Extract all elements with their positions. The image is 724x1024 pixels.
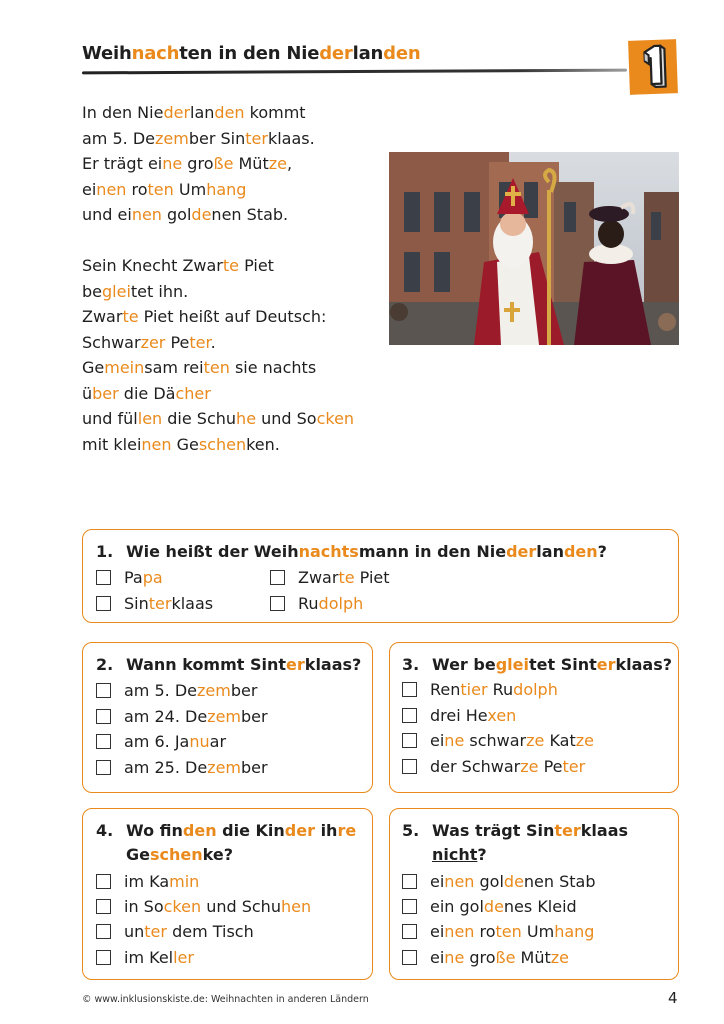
syllable-highlight: de (483, 897, 504, 916)
syllable: Ge (82, 358, 105, 377)
syllable: ber (241, 707, 268, 726)
syllable-highlight: nen (96, 179, 127, 199)
syllable: ten in den Nie (179, 43, 320, 64)
syllable: In den Nie (82, 103, 164, 122)
story-line (82, 126, 382, 152)
syllable-highlight: ze (526, 731, 545, 750)
syllable: Piet heißt auf Deutsch: (138, 307, 327, 326)
syllable: am 5. De (124, 681, 197, 700)
sinterklaas-photo (389, 152, 679, 345)
syllable-highlight: cken (163, 897, 202, 916)
syllable: klaas. (267, 128, 315, 148)
question-4-box (82, 808, 373, 980)
syllable-highlight: ter (189, 332, 211, 352)
syllable: klaas? (615, 655, 673, 674)
syllable: ber (241, 758, 268, 777)
syllable-highlight: ne (162, 154, 183, 173)
syllable-highlight: der (163, 103, 191, 122)
syllable-highlight: ter (148, 594, 172, 613)
syllable: drei He (430, 706, 488, 725)
syllable: ro (474, 922, 496, 941)
syllable: klaas (580, 821, 629, 840)
syllable-highlight: ne (444, 948, 465, 967)
syllable-highlight: te (222, 256, 239, 275)
syllable: im Ka (124, 872, 170, 891)
syllable: nen Stab. (211, 205, 289, 224)
syllable: ber Sin (188, 128, 246, 148)
story-text (82, 100, 382, 457)
syllable-highlight: te (338, 568, 355, 587)
syllable: in So (124, 897, 164, 916)
q2-option-2[interactable] (96, 707, 268, 727)
question-5-text: 5. Was trägt Sinterklaas nicht? (402, 821, 629, 864)
story-line (82, 304, 382, 330)
checkbox[interactable] (96, 596, 111, 611)
question-1-text: 1. Wie heißt der Weihnachtsmann in den Niederlanden? (96, 542, 607, 561)
syllable-highlight: zem (207, 707, 241, 726)
question-2-text: 2. Wann kommt Sinterklaas? (96, 655, 362, 674)
syllable-highlight: ter (245, 128, 268, 148)
syllable-highlight: nach (131, 43, 180, 64)
syllable: Piet (354, 568, 390, 587)
syllable-highlight: er (286, 655, 305, 674)
story-line (82, 330, 382, 356)
checkbox[interactable] (402, 682, 417, 697)
q3-option-3[interactable] (402, 731, 594, 751)
syllable-highlight: nachts (298, 542, 359, 561)
syllable-highlight: ter (554, 821, 581, 840)
stanza-2 (82, 253, 382, 457)
syllable-highlight: xen (487, 706, 517, 725)
syllable-highlight: ze (520, 757, 539, 776)
syllable: Pa (124, 568, 143, 587)
syllable-highlight: zem (197, 681, 231, 700)
syllable: Schwar (82, 332, 141, 352)
syllable-highlight: ter (562, 757, 586, 776)
q3-option-1[interactable] (402, 680, 558, 700)
story-line (82, 355, 382, 381)
syllable: am 24. De (124, 707, 208, 726)
checkbox[interactable] (96, 899, 111, 914)
syllable: tet ihn. (130, 281, 189, 301)
syllable-highlight: min (169, 872, 200, 891)
badge-number: 1 (628, 40, 629, 42)
checkbox[interactable] (402, 950, 417, 965)
syllable: mit klei (82, 434, 142, 454)
syllable: un (124, 922, 145, 941)
syllable-highlight: ten (203, 358, 230, 377)
syllable-highlight: zem (155, 128, 189, 148)
syllable-highlight: mein (104, 358, 145, 377)
syllable-highlight: zer (140, 332, 166, 352)
syllable: Wie heißt der Weih (126, 542, 299, 561)
q1-option-zwarte-piet[interactable] (270, 568, 390, 588)
q5-option-3[interactable] (402, 922, 594, 942)
q2-option-4[interactable] (96, 758, 268, 778)
syllable: ro (126, 179, 148, 199)
checkbox[interactable] (402, 899, 417, 914)
syllable-highlight: ten (147, 179, 174, 199)
syllable-highlight: hang (554, 922, 595, 941)
q4-option-1[interactable] (96, 872, 199, 892)
syllable: Weih (82, 43, 132, 64)
syllable: ei (430, 948, 445, 967)
q5-option-4[interactable] (402, 948, 569, 968)
syllable: und So (256, 409, 317, 428)
syllable-highlight: glei (102, 281, 131, 301)
syllable: lan (352, 43, 384, 64)
syllable-highlight: de (191, 205, 212, 224)
title-underline (82, 69, 627, 75)
syllable: sie nachts (229, 358, 317, 377)
syllable: die Schu (162, 409, 237, 428)
syllable: ei (430, 872, 445, 891)
syllable: gro (182, 154, 214, 173)
syllable: am 5. De (82, 128, 155, 148)
story-line (82, 151, 382, 177)
syllable: nen Stab (523, 872, 596, 891)
syllable: be (82, 281, 102, 301)
syllable-highlight: re (337, 821, 357, 840)
syllable: ein gol (430, 897, 484, 916)
syllable: Müt (515, 948, 551, 967)
syllable-highlight: nen (444, 922, 475, 941)
syllable: gro (464, 948, 496, 967)
syllable-highlight: len (137, 409, 163, 428)
syllable: dem Tisch (166, 922, 254, 941)
syllable: Er trägt ei (82, 154, 163, 173)
syllable-highlight: ze (268, 154, 287, 173)
q5-option-1[interactable] (402, 872, 596, 892)
syllable: Zwar (298, 568, 339, 587)
syllable-highlight: cken (316, 409, 355, 428)
q1-option-rudolph[interactable] (270, 594, 363, 614)
syllable-highlight: te (122, 307, 139, 326)
syllable: mann in den Nie (358, 542, 507, 561)
story-line (82, 279, 382, 305)
syllable-highlight: dolph (513, 680, 558, 699)
question-5-box (389, 808, 679, 980)
question-3-text: 3. Wer begleitet Sinterklaas? (402, 655, 673, 674)
page-title (82, 43, 420, 64)
syllable-highlight: schen (198, 434, 247, 454)
syllable: Sin (124, 594, 149, 613)
syllable: Pe (538, 757, 563, 776)
syllable-highlight: hang (206, 179, 247, 199)
syllable: Zwar (82, 307, 123, 326)
syllable-highlight: glei (495, 655, 529, 674)
syllable: ih (315, 821, 338, 840)
syllable: Wo fin (126, 821, 183, 840)
checkbox[interactable] (96, 950, 111, 965)
syllable-highlight: ße (495, 948, 516, 967)
syllable: und fül (82, 409, 138, 428)
q3-option-4[interactable] (402, 757, 585, 777)
syllable: ü (82, 383, 93, 403)
syllable: schwar (464, 731, 527, 750)
syllable-highlight: de (503, 872, 524, 891)
checkbox[interactable] (402, 874, 417, 889)
syllable: tet Sint (528, 655, 597, 674)
syllable-highlight: er (596, 655, 616, 674)
checkbox[interactable] (402, 759, 417, 774)
syllable-highlight: ter (144, 922, 167, 941)
syllable: . (210, 332, 216, 352)
syllable-highlight: ne (444, 731, 465, 750)
syllable: Ren (430, 680, 461, 699)
syllable: nes Kleid (503, 897, 577, 916)
q5-option-2[interactable] (402, 897, 577, 917)
checkbox[interactable] (96, 734, 111, 749)
q4-option-4[interactable] (96, 948, 194, 968)
q1-option-sinterklaas[interactable] (96, 594, 213, 614)
syllable-highlight: nen (131, 205, 162, 224)
story-line (82, 100, 382, 126)
page-number: 4 (668, 989, 678, 1007)
syllable: lan (190, 103, 215, 122)
checkbox[interactable] (402, 733, 417, 748)
syllable-highlight: zem (207, 758, 241, 777)
syllable: ei (82, 179, 97, 199)
syllable: ei (430, 731, 445, 750)
stanza-1 (82, 100, 382, 228)
q1-option-papa[interactable] (96, 568, 163, 588)
syllable: am 6. Ja (124, 732, 190, 751)
syllable: sam rei (144, 358, 204, 377)
syllable: Pe (165, 332, 190, 352)
q4-option-3[interactable] (96, 922, 254, 942)
syllable-highlight: nu (189, 732, 210, 751)
syllable-highlight: tier (460, 680, 488, 699)
syllable: Sein Knecht Zwar (82, 256, 223, 275)
syllable-highlight: nen (141, 434, 172, 454)
syllable: Piet (239, 256, 274, 275)
syllable-highlight: he (236, 409, 257, 428)
syllable: Müt (233, 154, 269, 173)
syllable: , (286, 154, 293, 173)
syllable-highlight: ze (550, 948, 570, 967)
checkbox[interactable] (96, 874, 111, 889)
emphasis-nicht: nicht (432, 845, 478, 864)
syllable: Ru (298, 594, 319, 613)
syllable: gol (474, 872, 504, 891)
story-line (82, 406, 382, 432)
syllable-highlight: dolph (318, 594, 364, 613)
syllable: der Schwar (430, 757, 521, 776)
story-line (82, 253, 382, 279)
checkbox[interactable] (96, 709, 111, 724)
syllable: Was trägt Sin (432, 821, 555, 840)
checkbox[interactable] (270, 570, 285, 585)
syllable-highlight: den (214, 103, 245, 122)
checkbox[interactable] (96, 570, 111, 585)
syllable: Ru (487, 680, 514, 699)
syllable: ? (597, 542, 607, 561)
checkbox[interactable] (96, 924, 111, 939)
syllable: Kat (544, 731, 576, 750)
syllable-highlight: den (182, 821, 217, 840)
syllable-highlight: der (284, 821, 315, 840)
question-1-box (82, 529, 679, 623)
syllable-highlight: pa (142, 568, 163, 587)
syllable: die Dä (118, 383, 176, 403)
chapter-badge (628, 39, 678, 95)
syllable: klaas (171, 594, 214, 613)
syllable: im Kel (124, 948, 174, 967)
syllable: ken. (246, 434, 280, 454)
syllable-highlight: ße (213, 154, 234, 173)
syllable: klaas? (304, 655, 362, 674)
syllable: lan (536, 542, 564, 561)
syllable: und Schu (201, 897, 281, 916)
syllable: die Kin (216, 821, 285, 840)
q2-option-1[interactable] (96, 681, 257, 701)
syllable: Wer be (432, 655, 496, 674)
syllable-highlight: ten (495, 922, 522, 941)
q3-option-2[interactable] (402, 706, 516, 726)
syllable: Ge (171, 434, 199, 454)
footer-credit: © www.inklusionskiste.de: Weihnachten in anderen Ländern (82, 994, 369, 1005)
syllable-highlight: der (319, 43, 353, 64)
checkbox[interactable] (96, 683, 111, 698)
checkbox[interactable] (402, 924, 417, 939)
question-4-text: 4. Wo finden die Kinder ihre Geschenke? (96, 821, 357, 864)
syllable-highlight: ler (173, 948, 194, 967)
syllable: ber (230, 681, 258, 700)
syllable-highlight: hen (280, 897, 312, 916)
story-line (82, 177, 382, 203)
checkbox[interactable] (270, 596, 285, 611)
syllable: Um (173, 179, 207, 199)
question-2-box (82, 642, 373, 793)
syllable: ei (430, 922, 445, 941)
syllable-highlight: der (506, 542, 537, 561)
syllable: Wann kommt Sint (126, 655, 287, 674)
story-line (82, 202, 382, 228)
story-line (82, 381, 382, 407)
syllable: ke? (202, 845, 233, 864)
number-one-icon (628, 39, 678, 95)
syllable-highlight: nen (444, 872, 475, 891)
syllable: ar (209, 732, 227, 751)
question-3-box (389, 642, 679, 793)
syllable-highlight: den (563, 542, 598, 561)
checkbox[interactable] (96, 760, 111, 775)
syllable: kommt (244, 103, 306, 122)
syllable: Ge (126, 845, 150, 864)
syllable-highlight: den (383, 43, 421, 64)
syllable-highlight: cher (175, 383, 211, 403)
syllable: gol (161, 205, 192, 224)
q2-option-3[interactable] (96, 732, 226, 752)
syllable: am 25. De (124, 758, 208, 777)
checkbox[interactable] (402, 708, 417, 723)
q4-option-2[interactable] (96, 897, 311, 917)
story-line (82, 432, 382, 458)
syllable: und ei (82, 205, 132, 224)
syllable-highlight: ze (575, 731, 594, 750)
syllable: Um (521, 922, 555, 941)
syllable-highlight: ber (92, 383, 119, 403)
syllable-highlight: schen (149, 845, 203, 864)
